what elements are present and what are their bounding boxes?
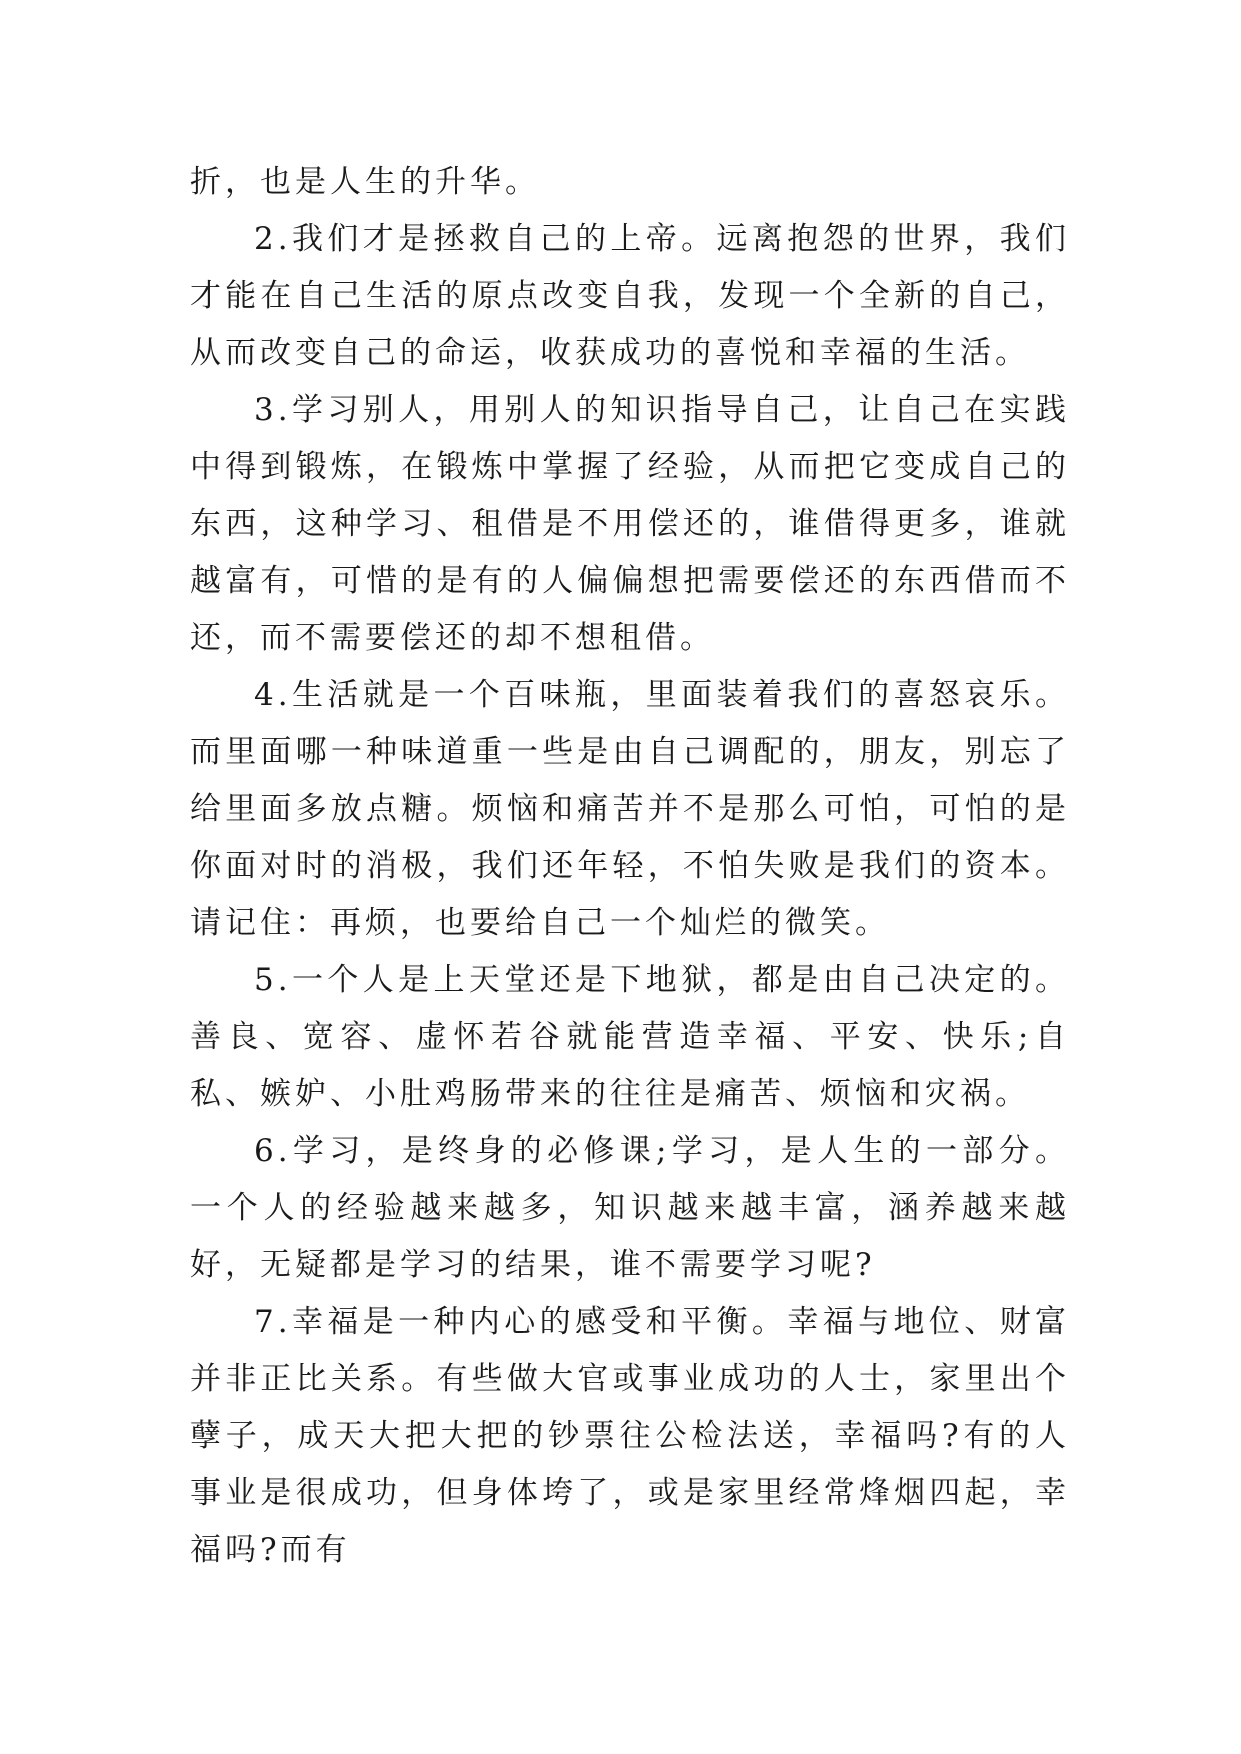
paragraph-continuation: 折，也是人生的升华。 — [190, 164, 540, 200]
paragraph-item-7: 7.幸福是一种内心的感受和平衡。幸福与地位、财富并非正比关系。有些做大官或事业成功的人士，家里出个孽子，成天大把大把的钞票往公检法送，幸福吗?有的人事业是很成功，但身体垮了，或是家里经常烽烟四起，幸福吗?而有 — [190, 1304, 1070, 1568]
paragraph-item-5: 5.一个人是上天堂还是下地狱，都是由自己决定的。善良、宽容、虚怀若谷就能营造幸福、平安、快乐;自私、嫉妒、小肚鸡肠带来的往往是痛苦、烦恼和灾祸。 — [190, 962, 1070, 1112]
paragraph-item-3: 3.学习别人，用别人的知识指导自己，让自己在实践中得到锻炼，在锻炼中掌握了经验，从而把它变成自己的东西，这种学习、租借是不用偿还的，谁借得更多，谁就越富有，可惜的是有的人偏偏想把需要偿还的东西借而不还，而不需要偿还的却不想租借。 — [190, 392, 1070, 656]
paragraph-item-6: 6.学习，是终身的必修课;学习，是人生的一部分。一个人的经验越来越多，知识越来越丰富，涵养越来越好，无疑都是学习的结果，谁不需要学习呢? — [190, 1133, 1070, 1283]
document-body — [190, 154, 1070, 1579]
paragraph-item-4: 4.生活就是一个百味瓶，里面装着我们的喜怒哀乐。而里面哪一种味道重一些是由自己调配的，朋友，别忘了给里面多放点糖。烦恼和痛苦并不是那么可怕，可怕的是你面对时的消极，我们还年轻，不怕失败是我们的资本。请记住：再烦，也要给自己一个灿烂的微笑。 — [190, 677, 1070, 941]
paragraph-item-2: 2.我们才是拯救自己的上帝。远离抱怨的世界，我们才能在自己生活的原点改变自我，发现一个全新的自己，从而改变自己的命运，收获成功的喜悦和幸福的生活。 — [190, 221, 1070, 371]
